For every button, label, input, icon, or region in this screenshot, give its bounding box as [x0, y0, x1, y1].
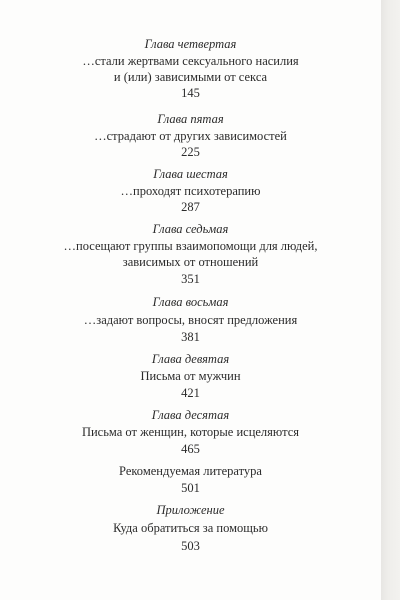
- chapter-5-title: …страдают от других зависимостей: [94, 129, 287, 143]
- appendix-page-number: 503: [181, 539, 200, 553]
- chapter-10-page-number: 465: [181, 442, 200, 456]
- chapter-9-page-number: 421: [181, 386, 200, 400]
- chapter-7-page-number: 351: [181, 272, 200, 286]
- chapter-10-heading: Глава десятая: [151, 408, 230, 422]
- chapter-8-title: …задают вопросы, вносят предложения: [83, 313, 298, 327]
- chapter-9-title: Письма от мужчин: [140, 369, 241, 383]
- chapter-4-heading: Глава четвертая: [144, 37, 237, 51]
- appendix-title: Куда обратиться за помощью: [113, 521, 268, 535]
- recommended-reading-title: Рекомендуемая литература: [119, 464, 262, 478]
- chapter-4-title-line-2: и (или) зависимыми от секса: [113, 70, 268, 84]
- chapter-7-heading: Глава седьмая: [152, 222, 229, 236]
- chapter-4-page-number: 145: [181, 86, 200, 100]
- chapter-8-page-number: 381: [181, 330, 200, 344]
- chapter-10-title: Письма от женщин, которые исцеляются: [81, 425, 300, 439]
- page-edge-shadow: [381, 0, 400, 600]
- chapter-6-title: …проходят психотерапию: [120, 184, 261, 198]
- chapter-5-page-number: 225: [181, 145, 200, 159]
- chapter-5-heading: Глава пятая: [157, 112, 224, 126]
- chapter-7-title-line-1: …посещают группы взаимопомощи для людей,: [63, 239, 318, 253]
- chapter-8-heading: Глава восьмая: [152, 295, 229, 309]
- chapter-6-page-number: 287: [181, 200, 200, 214]
- appendix-heading: Приложение: [156, 503, 225, 517]
- recommended-reading-page-number: 501: [181, 481, 200, 495]
- chapter-4-title-line-1: …стали жертвами сексуального насилия: [82, 54, 299, 68]
- chapter-9-heading: Глава девятая: [151, 352, 230, 366]
- chapter-6-heading: Глава шестая: [153, 167, 228, 181]
- chapter-7-title-line-2: зависимых от отношений: [122, 255, 259, 269]
